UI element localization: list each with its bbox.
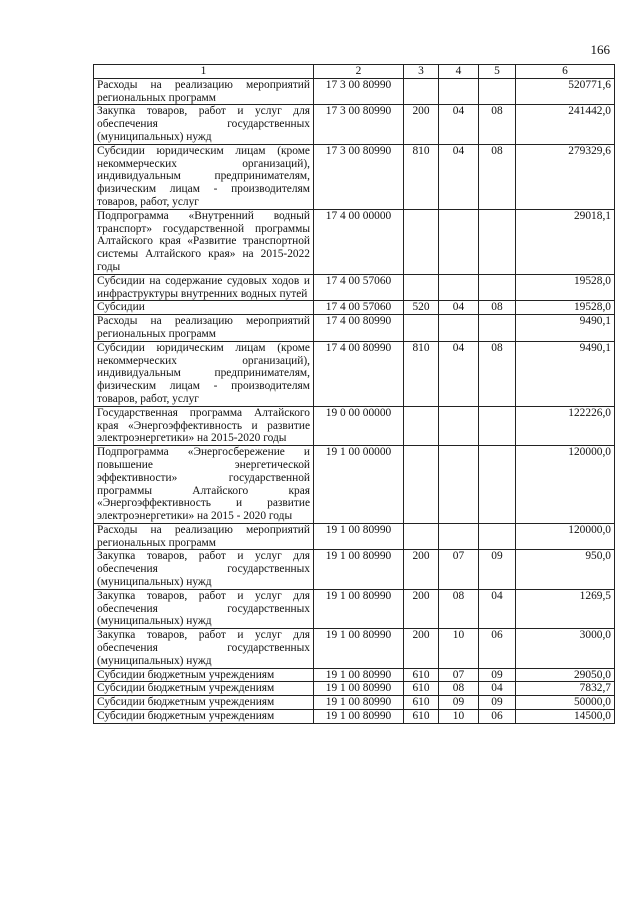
table-row (94, 78, 615, 105)
table-row (94, 550, 615, 589)
table-row (94, 629, 615, 668)
row-section-cell: 09 (439, 696, 479, 710)
table-row (94, 209, 615, 274)
header-cell: 2 (314, 65, 404, 79)
row-code-cell: 17 4 00 57060 (314, 274, 404, 301)
row-section-cell (439, 274, 479, 301)
row-subsection-cell (479, 209, 516, 274)
row-expense-type-cell (404, 315, 439, 342)
row-sum-cell: 3000,0 (516, 629, 615, 668)
row-expense-type-cell: 810 (404, 144, 439, 209)
row-sum-cell: 50000,0 (516, 696, 615, 710)
row-section-cell: 10 (439, 710, 479, 724)
row-sum-cell: 19528,0 (516, 301, 615, 315)
row-sum-cell: 14500,0 (516, 710, 615, 724)
row-subsection-cell: 06 (479, 710, 516, 724)
row-code-cell: 17 3 00 80990 (314, 105, 404, 144)
header-cell: 3 (404, 65, 439, 79)
row-expense-type-cell: 610 (404, 710, 439, 724)
row-sum-cell: 9490,1 (516, 315, 615, 342)
row-section-cell: 04 (439, 301, 479, 315)
row-expense-type-cell: 810 (404, 341, 439, 406)
row-name-cell: Закупка товаров, работ и услуг для обеспечения государственных (муниципальных) нужд (94, 550, 314, 589)
row-expense-type-cell: 200 (404, 550, 439, 589)
row-sum-cell: 120000,0 (516, 446, 615, 524)
table-row (94, 105, 615, 144)
row-sum-cell: 29018,1 (516, 209, 615, 274)
row-name-cell: Субсидии бюджетным учреждениям (94, 696, 314, 710)
row-subsection-cell: 09 (479, 550, 516, 589)
row-expense-type-cell (404, 209, 439, 274)
row-code-cell: 17 4 00 57060 (314, 301, 404, 315)
row-sum-cell: 241442,0 (516, 105, 615, 144)
table-row (94, 446, 615, 524)
table-header-row (94, 65, 615, 79)
row-section-cell: 07 (439, 550, 479, 589)
row-subsection-cell: 04 (479, 589, 516, 628)
row-sum-cell: 7832,7 (516, 682, 615, 696)
row-section-cell (439, 209, 479, 274)
header-cell: 1 (94, 65, 314, 79)
budget-table (93, 64, 615, 724)
row-section-cell (439, 78, 479, 105)
row-name-cell: Субсидии бюджетным учреждениям (94, 682, 314, 696)
row-expense-type-cell (404, 523, 439, 550)
row-section-cell: 04 (439, 144, 479, 209)
row-name-cell: Подпрограмма «Энергосбережение и повышение энергетической эффективности» государственной программы Алтайского края «Энергоэффективность и развитие электроэнергетики» на 2015 - 2020 годы (94, 446, 314, 524)
row-code-cell: 17 3 00 80990 (314, 144, 404, 209)
row-expense-type-cell (404, 406, 439, 445)
row-subsection-cell (479, 274, 516, 301)
row-expense-type-cell: 200 (404, 629, 439, 668)
row-code-cell: 19 0 00 00000 (314, 406, 404, 445)
table-row (94, 682, 615, 696)
row-sum-cell: 950,0 (516, 550, 615, 589)
row-expense-type-cell: 520 (404, 301, 439, 315)
row-sum-cell: 19528,0 (516, 274, 615, 301)
row-expense-type-cell (404, 274, 439, 301)
row-subsection-cell (479, 78, 516, 105)
row-name-cell: Субсидии бюджетным учреждениям (94, 710, 314, 724)
row-name-cell: Закупка товаров, работ и услуг для обеспечения государственных (муниципальных) нужд (94, 105, 314, 144)
row-code-cell: 19 1 00 80990 (314, 696, 404, 710)
row-expense-type-cell: 610 (404, 696, 439, 710)
table-row (94, 589, 615, 628)
table-row (94, 315, 615, 342)
row-subsection-cell (479, 406, 516, 445)
row-expense-type-cell (404, 78, 439, 105)
row-code-cell: 19 1 00 80990 (314, 710, 404, 724)
table-row (94, 406, 615, 445)
row-name-cell: Субсидии на содержание судовых ходов и инфраструктуры внутренних водных путей (94, 274, 314, 301)
row-sum-cell: 1269,5 (516, 589, 615, 628)
row-section-cell: 07 (439, 668, 479, 682)
row-subsection-cell: 08 (479, 341, 516, 406)
row-subsection-cell: 09 (479, 668, 516, 682)
row-code-cell: 19 1 00 00000 (314, 446, 404, 524)
row-section-cell: 10 (439, 629, 479, 668)
row-sum-cell: 9490,1 (516, 341, 615, 406)
row-subsection-cell: 09 (479, 696, 516, 710)
row-name-cell: Субсидии (94, 301, 314, 315)
row-sum-cell: 122226,0 (516, 406, 615, 445)
row-section-cell: 04 (439, 341, 479, 406)
row-sum-cell: 279329,6 (516, 144, 615, 209)
row-section-cell (439, 315, 479, 342)
row-expense-type-cell (404, 446, 439, 524)
header-cell: 5 (479, 65, 516, 79)
row-subsection-cell: 06 (479, 629, 516, 668)
table-row (94, 341, 615, 406)
row-sum-cell: 29050,0 (516, 668, 615, 682)
row-section-cell (439, 446, 479, 524)
row-code-cell: 19 1 00 80990 (314, 589, 404, 628)
row-sum-cell: 120000,0 (516, 523, 615, 550)
row-subsection-cell: 08 (479, 144, 516, 209)
row-name-cell: Государственная программа Алтайского края «Энергоэффективность и развитие электроэнергетики» на 2015-2020 годы (94, 406, 314, 445)
row-code-cell: 19 1 00 80990 (314, 668, 404, 682)
row-name-cell: Расходы на реализацию мероприятий региональных программ (94, 315, 314, 342)
table-row (94, 668, 615, 682)
row-subsection-cell (479, 523, 516, 550)
row-section-cell: 08 (439, 589, 479, 628)
row-code-cell: 19 1 00 80990 (314, 629, 404, 668)
row-code-cell: 17 4 00 00000 (314, 209, 404, 274)
table-row (94, 144, 615, 209)
row-expense-type-cell: 610 (404, 682, 439, 696)
row-subsection-cell: 08 (479, 301, 516, 315)
row-subsection-cell: 08 (479, 105, 516, 144)
row-name-cell: Субсидии юридическим лицам (кроме некоммерческих организаций), индивидуальным предпринимателям, физическим лицам - производителям товаров, работ, услуг (94, 144, 314, 209)
row-section-cell (439, 406, 479, 445)
row-expense-type-cell: 610 (404, 668, 439, 682)
table-row (94, 523, 615, 550)
row-name-cell: Субсидии юридическим лицам (кроме некоммерческих организаций), индивидуальным предпринимателям, физическим лицам - производителям товаров, работ, услуг (94, 341, 314, 406)
row-name-cell: Расходы на реализацию мероприятий региональных программ (94, 523, 314, 550)
row-subsection-cell (479, 315, 516, 342)
row-expense-type-cell: 200 (404, 589, 439, 628)
row-section-cell (439, 523, 479, 550)
row-sum-cell: 520771,6 (516, 78, 615, 105)
row-name-cell: Расходы на реализацию мероприятий региональных программ (94, 78, 314, 105)
row-section-cell: 04 (439, 105, 479, 144)
row-code-cell: 17 4 00 80990 (314, 341, 404, 406)
row-subsection-cell: 04 (479, 682, 516, 696)
page-number: 166 (590, 42, 610, 57)
table-row (94, 274, 615, 301)
row-code-cell: 19 1 00 80990 (314, 523, 404, 550)
row-code-cell: 19 1 00 80990 (314, 550, 404, 589)
table-row (94, 710, 615, 724)
row-name-cell: Закупка товаров, работ и услуг для обеспечения государственных (муниципальных) нужд (94, 589, 314, 628)
row-expense-type-cell: 200 (404, 105, 439, 144)
row-code-cell: 17 4 00 80990 (314, 315, 404, 342)
row-name-cell: Закупка товаров, работ и услуг для обеспечения государственных (муниципальных) нужд (94, 629, 314, 668)
table-row (94, 301, 615, 315)
table-row (94, 696, 615, 710)
row-section-cell: 08 (439, 682, 479, 696)
row-name-cell: Подпрограмма «Внутренний водный транспорт» государственной программы Алтайского края «Развитие транспортной системы Алтайского края» на 2015-2022 годы (94, 209, 314, 274)
header-cell: 4 (439, 65, 479, 79)
row-subsection-cell (479, 446, 516, 524)
row-code-cell: 17 3 00 80990 (314, 78, 404, 105)
row-name-cell: Субсидии бюджетным учреждениям (94, 668, 314, 682)
header-cell: 6 (516, 65, 615, 79)
row-code-cell: 19 1 00 80990 (314, 682, 404, 696)
